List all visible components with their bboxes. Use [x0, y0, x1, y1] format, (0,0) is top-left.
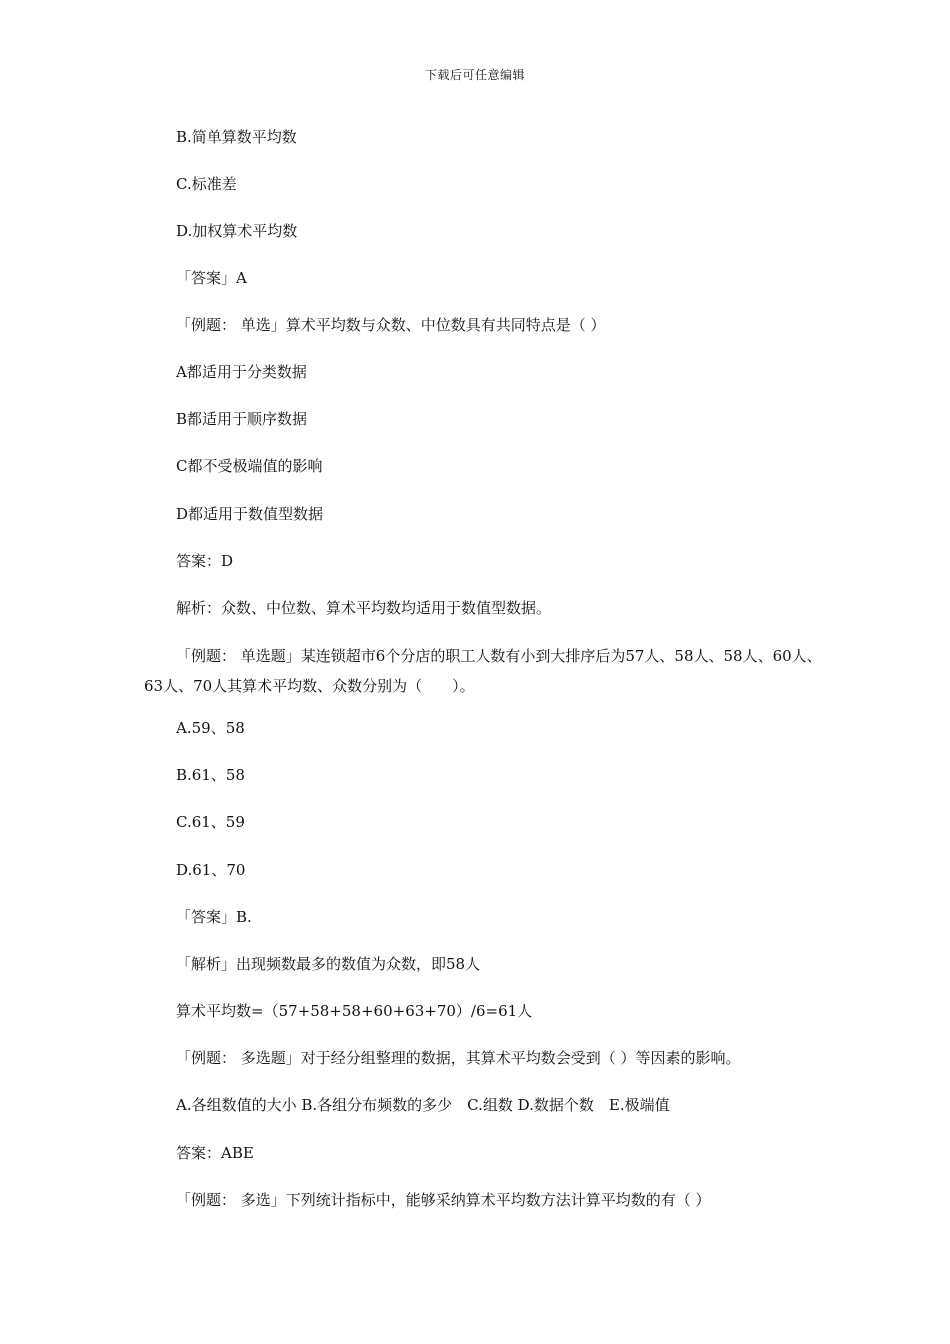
answer-abe: 答案：ABE [176, 1144, 254, 1162]
option-b-61-58: B.61、58 [176, 766, 245, 784]
option-d-61-70: D.61、70 [176, 861, 246, 879]
explanation-1: 解析：众数、中位数、算术平均数均适用于数值型数据。 [176, 599, 552, 617]
answer-a: 「答案」A [176, 269, 247, 287]
option-c-61-59: C.61、59 [176, 813, 245, 831]
option-d-weighted-mean: D.加权算术平均数 [176, 222, 298, 240]
example-question-4: 「例题： 多选」下列统计指标中，能够采纳算术平均数方法计算平均数的有（ ） [176, 1191, 711, 1209]
option-c-extreme: C都不受极端值的影响 [176, 457, 323, 475]
page-header: 下载后可任意编辑 [424, 68, 525, 82]
example-question-3: 「例题： 多选题」对于经分组整理的数据，其算术平均数会受到（ ）等因素的影响。 [176, 1049, 741, 1067]
option-b-ordinal: B都适用于顺序数据 [176, 410, 308, 428]
answer-b: 「答案」B. [176, 908, 252, 926]
explanation-mode: 「解析」出现频数最多的数值为众数，即58人 [176, 955, 481, 973]
options-question-3: A.各组数值的大小 B.各组分布频数的多少 C.组数 D.数据个数 E.极端值 [176, 1096, 670, 1114]
explanation-mean: 算术平均数=（57+58+58+60+63+70）/6=61人 [176, 1002, 533, 1020]
answer-d: 答案：D [176, 552, 234, 570]
option-c-std: C.标准差 [176, 175, 237, 193]
option-d-numeric: D都适用于数值型数据 [176, 505, 324, 523]
option-b-simple-mean: B.简单算数平均数 [176, 128, 297, 146]
example-question-2: 「例题： 单选题」某连锁超市6个分店的职工人数有小到大排序后为57人、58人、58人、60人、63人、70人其算术平均数、众数分别为（ ）。 [144, 647, 822, 695]
option-a-59-58: A.59、58 [176, 719, 245, 737]
example-question-1: 「例题： 单选」算术平均数与众数、中位数具有共同特点是（ ） [176, 316, 606, 334]
option-a-categorical: A都适用于分类数据 [176, 363, 307, 381]
